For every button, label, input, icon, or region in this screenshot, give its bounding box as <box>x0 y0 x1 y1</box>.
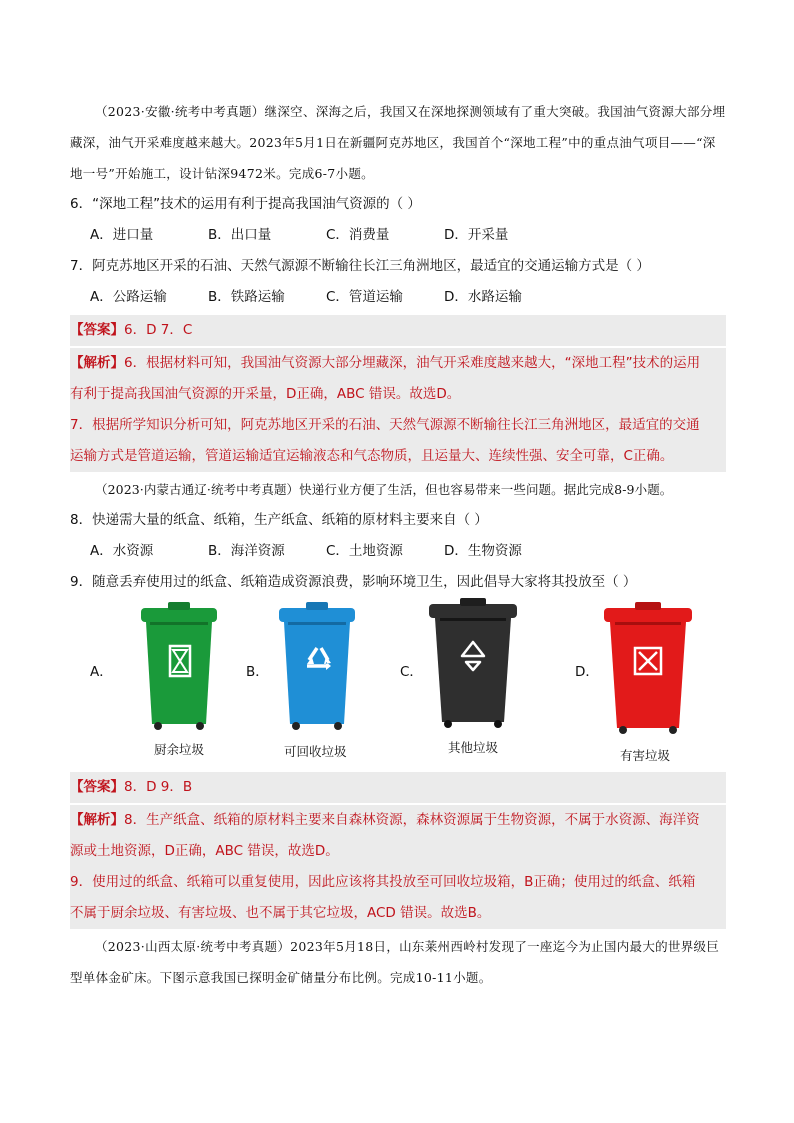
analysis-text: 8．生产纸盒、纸箱的原材料主要来自森林资源，森林资源属于生物资源，不属于水资源、海洋资 <box>124 812 700 828</box>
analysis-line: 9．使用过的纸盒、纸箱可以重复使用，因此应该将其投放至可回收垃圾箱，B正确；使用过的纸盒、纸箱 <box>70 874 696 890</box>
question-9: 9．随意丢弃使用过的纸盒、纸箱造成资源浪费，影响环境卫生，因此倡导大家将其投放至（ ） <box>70 574 637 590</box>
analysis-block-1 <box>70 348 726 472</box>
bin-letter: B． <box>246 664 269 680</box>
hazardous-waste-bin-icon <box>601 602 695 736</box>
answer-text: 8．D 9．B <box>124 779 193 795</box>
bin-option-c <box>400 600 560 770</box>
answer-label: 【答案】 <box>70 779 124 795</box>
answer-text: 6．D 7．C <box>124 322 193 338</box>
bin-option-d <box>575 600 735 770</box>
option-a: A．公路运输 <box>90 289 167 305</box>
question-6-options <box>70 220 726 251</box>
option-c: C．土地资源 <box>326 543 403 559</box>
intro-paragraph-3: （2023·山西太原·统考中考真题）2023年5月18日，山东莱州西岭村发现了一座迄今为止国内最大的世界级巨型单体金矿床。下图示意我国已探明金矿储量分布比例。完成10-11小题。 <box>70 939 720 985</box>
option-d: D．开采量 <box>444 227 509 243</box>
analysis-line: 7．根据所学知识分析可知，阿克苏地区开采的石油、天然气源源不断输往长江三角洲地区，最适宜的交通 <box>70 417 700 433</box>
question-8-options <box>70 536 726 567</box>
option-b: B．铁路运输 <box>208 289 285 305</box>
question-6: 6．“深地工程”技术的运用有利于提高我国油气资源的（ ） <box>70 196 421 212</box>
option-b: B．出口量 <box>208 227 272 243</box>
intro-paragraph-2: （2023·内蒙古通辽·统考中考真题）快递行业方便了生活，但也容易带来一些问题。据此完成8-9小题。 <box>95 482 673 497</box>
option-d: D．水路运输 <box>444 289 522 305</box>
answer-label: 【答案】 <box>70 322 124 338</box>
analysis-line: 运输方式是管道运输，管道运输适宜运输液态和气态物质，且运量大、连续性强、安全可靠，C正确。 <box>70 448 674 464</box>
bin-letter: D． <box>575 664 599 680</box>
page <box>70 96 726 993</box>
bin-option-b <box>246 600 406 770</box>
answer-block-1 <box>70 315 726 346</box>
analysis-text: 6．根据材料可知，我国油气资源大部分埋藏深，油气开采难度越来越大，“深地工程”技术的运用 <box>124 355 701 371</box>
option-a: A．进口量 <box>90 227 154 243</box>
other-waste-bin-icon <box>426 598 520 730</box>
analysis-line <box>70 348 726 379</box>
answer-line <box>70 315 726 346</box>
option-c: C．管道运输 <box>326 289 403 305</box>
question-7: 7．阿克苏地区开采的石油、天然气源源不断输往长江三角洲地区，最适宜的交通运输方式是（ ） <box>70 258 650 274</box>
bin-option-a <box>90 600 250 770</box>
analysis-line <box>70 805 726 836</box>
bin-letter: C． <box>400 664 423 680</box>
question-8: 8．快递需大量的纸盒、纸箱，生产纸盒、纸箱的原材料主要来自（ ） <box>70 512 488 528</box>
option-a: A．水资源 <box>90 543 154 559</box>
bin-options <box>70 600 726 770</box>
bin-caption: 其他垃圾 <box>448 740 499 755</box>
bin-caption: 可回收垃圾 <box>284 744 347 759</box>
question-7-options <box>70 282 726 313</box>
bin-caption: 厨余垃圾 <box>154 742 205 757</box>
kitchen-waste-bin-icon <box>138 602 220 732</box>
recyclable-bin-icon <box>276 602 358 732</box>
option-c: C．消费量 <box>326 227 390 243</box>
analysis-label: 【解析】 <box>70 812 124 828</box>
answer-block-2 <box>70 772 726 803</box>
bin-caption: 有害垃圾 <box>620 748 671 763</box>
analysis-label: 【解析】 <box>70 355 124 371</box>
analysis-block-2 <box>70 805 726 929</box>
analysis-line: 有利于提高我国油气资源的开采量，D正确，ABC 错误。故选D。 <box>70 386 461 402</box>
analysis-line: 不属于厨余垃圾、有害垃圾、也不属于其它垃圾，ACD 错误。故选B。 <box>70 905 491 921</box>
bin-letter: A． <box>90 664 113 680</box>
analysis-line: 源或土地资源，D正确，ABC 错误，故选D。 <box>70 843 339 859</box>
option-b: B．海洋资源 <box>208 543 285 559</box>
intro-paragraph-1: （2023·安徽·统考中考真题）继深空、深海之后，我国又在深地探测领域有了重大突破。我国油气资源大部分埋藏深，油气开采难度越来越大。2023年5月1日在新疆阿克苏地区，我国首个“深地工程”中的重点油气项目——“深地一号”开始施工，设计钻深9472米。完成6-7小题。 <box>70 104 726 181</box>
option-d: D．生物资源 <box>444 543 522 559</box>
answer-line <box>70 772 726 803</box>
